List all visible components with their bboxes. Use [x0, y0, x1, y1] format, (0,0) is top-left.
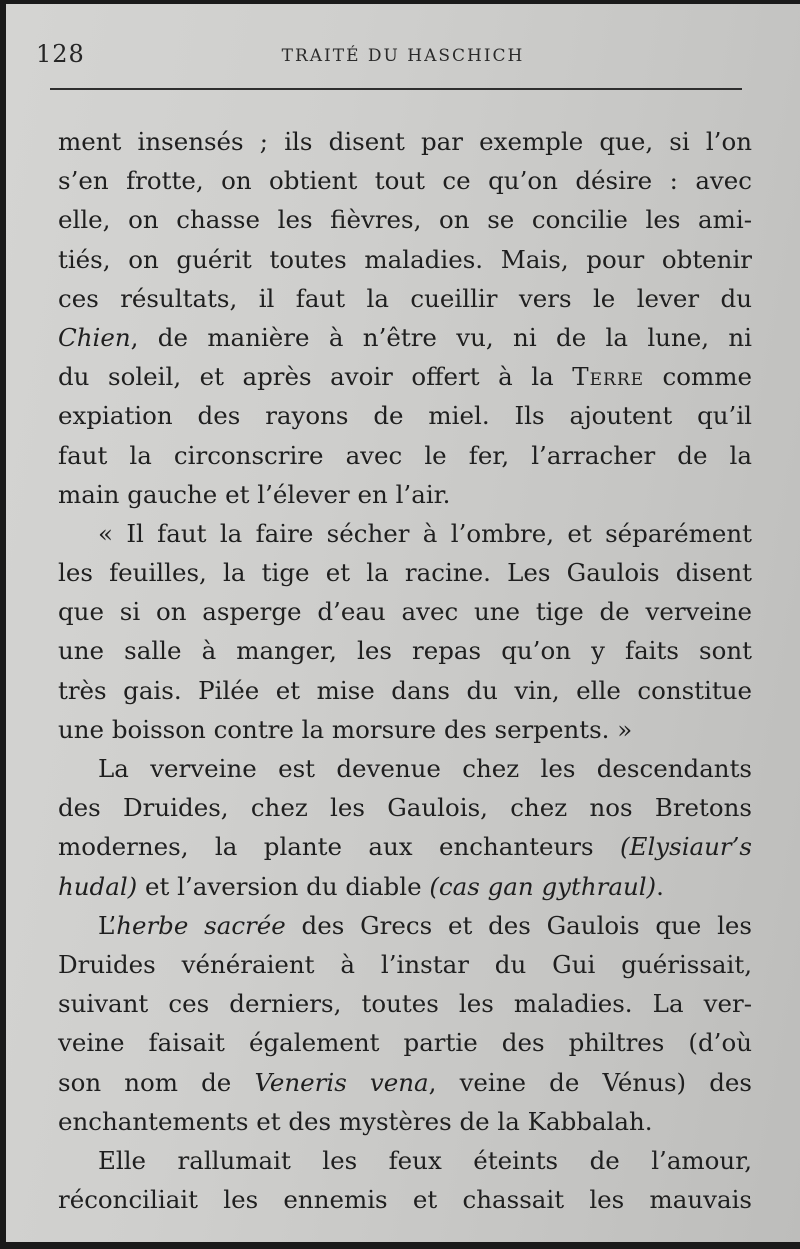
- text-line: [58, 475, 752, 514]
- text-segment: ces résultats, il faut la cueillir vers le lever du: [58, 283, 752, 313]
- text-segment: Veneris vena: [254, 1067, 429, 1097]
- text-line: [58, 396, 752, 435]
- text-segment: son nom de: [58, 1067, 255, 1097]
- page-number: 128: [36, 40, 85, 68]
- text-segment: faut la circonscrire avec le fer, l’arracher de la: [58, 440, 752, 470]
- text-line: [58, 514, 752, 553]
- text-line: [58, 1102, 752, 1141]
- text-segment: du soleil, et après avoir offert à la: [58, 362, 573, 392]
- text-line: [58, 867, 752, 906]
- book-page: [6, 4, 800, 1242]
- text-segment: main gauche et l’élever en l’air.: [58, 479, 451, 509]
- text-line: [58, 200, 752, 239]
- text-segment: veine faisait également partie des philtres (d’où: [58, 1028, 752, 1058]
- text-line: [58, 357, 752, 396]
- text-segment: comme: [644, 362, 752, 392]
- text-segment: modernes, la plante aux enchanteurs: [58, 832, 620, 862]
- text-segment: très gais. Pilée et mise dans du vin, elle constitue: [58, 675, 752, 705]
- text-line: [58, 631, 752, 670]
- text-line: [58, 1141, 752, 1180]
- text-segment: (Elysiaur’s: [620, 832, 752, 862]
- text-line: [58, 318, 752, 357]
- text-segment: elle, on chasse les fièvres, on se concilie les ami-: [58, 205, 752, 235]
- text-line: [58, 161, 752, 200]
- text-segment: .: [656, 871, 664, 901]
- text-segment: Chien: [58, 322, 131, 352]
- text-line: [58, 279, 752, 318]
- text-segment: s’en frotte, on obtient tout ce qu’on désire : avec: [58, 166, 752, 196]
- text-line: [58, 592, 752, 631]
- text-line: [58, 671, 752, 710]
- text-segment: L’: [98, 910, 117, 940]
- text-segment: tiés, on guérit toutes maladies. Mais, pour obtenir: [58, 244, 752, 274]
- text-segment: (cas gan gythraul): [429, 871, 657, 901]
- text-line: [58, 827, 752, 866]
- text-line: [58, 240, 752, 279]
- text-segment: Druides vénéraient à l’instar du Gui guérissait,: [58, 949, 752, 979]
- text-segment: enchantements et des mystères de la Kabbalah.: [58, 1106, 653, 1136]
- text-line: [58, 906, 752, 945]
- body-text: [58, 122, 752, 1219]
- text-segment: suivant ces derniers, toutes les maladies. La ver-: [58, 989, 752, 1019]
- text-line: [58, 710, 752, 749]
- text-line: [58, 945, 752, 984]
- text-line: [58, 1063, 752, 1102]
- text-segment: Elle rallumait les feux éteints de l’amour,: [98, 1145, 752, 1175]
- text-segment: , veine de Vénus) des: [428, 1067, 752, 1097]
- text-segment: « Il faut la faire sécher à l’ombre, et séparément: [98, 518, 752, 548]
- text-line: [58, 984, 752, 1023]
- text-segment: ment insensés ; ils disent par exemple que, si l’on: [58, 127, 752, 156]
- text-line: [58, 553, 752, 592]
- text-line: [58, 1180, 752, 1219]
- text-segment: les feuilles, la tige et la racine. Les Gaulois disent: [58, 558, 752, 588]
- text-segment: Terre: [572, 362, 645, 392]
- text-segment: hudal): [58, 871, 138, 901]
- text-segment: réconciliait les ennemis et chassait les mauvais: [58, 1185, 752, 1215]
- text-segment: des Grecs et des Gaulois que les: [285, 910, 752, 940]
- header-rule: [50, 88, 742, 90]
- text-line: [58, 749, 752, 788]
- text-segment: des Druides, chez les Gaulois, chez nos Bretons: [58, 793, 752, 823]
- text-segment: expiation des rayons de miel. Ils ajoutent qu’il: [58, 401, 752, 431]
- text-segment: , de manière à n’être vu, ni de la lune, ni: [130, 322, 752, 352]
- text-segment: une boisson contre la morsure des serpents. »: [58, 714, 633, 744]
- text-line: [58, 122, 752, 161]
- running-title: TRAITÉ DU HASCHICH: [281, 46, 525, 66]
- text-segment: herbe sacrée: [116, 910, 286, 940]
- text-segment: une salle à manger, les repas qu’on y faits sont: [58, 636, 752, 666]
- text-line: [58, 1023, 752, 1062]
- text-segment: que si on asperge d’eau avec une tige de verveine: [58, 597, 752, 627]
- text-segment: et l’aversion du diable: [137, 871, 430, 901]
- text-line: [58, 788, 752, 827]
- text-segment: La verveine est devenue chez les descendants: [98, 754, 752, 783]
- text-line: [58, 436, 752, 475]
